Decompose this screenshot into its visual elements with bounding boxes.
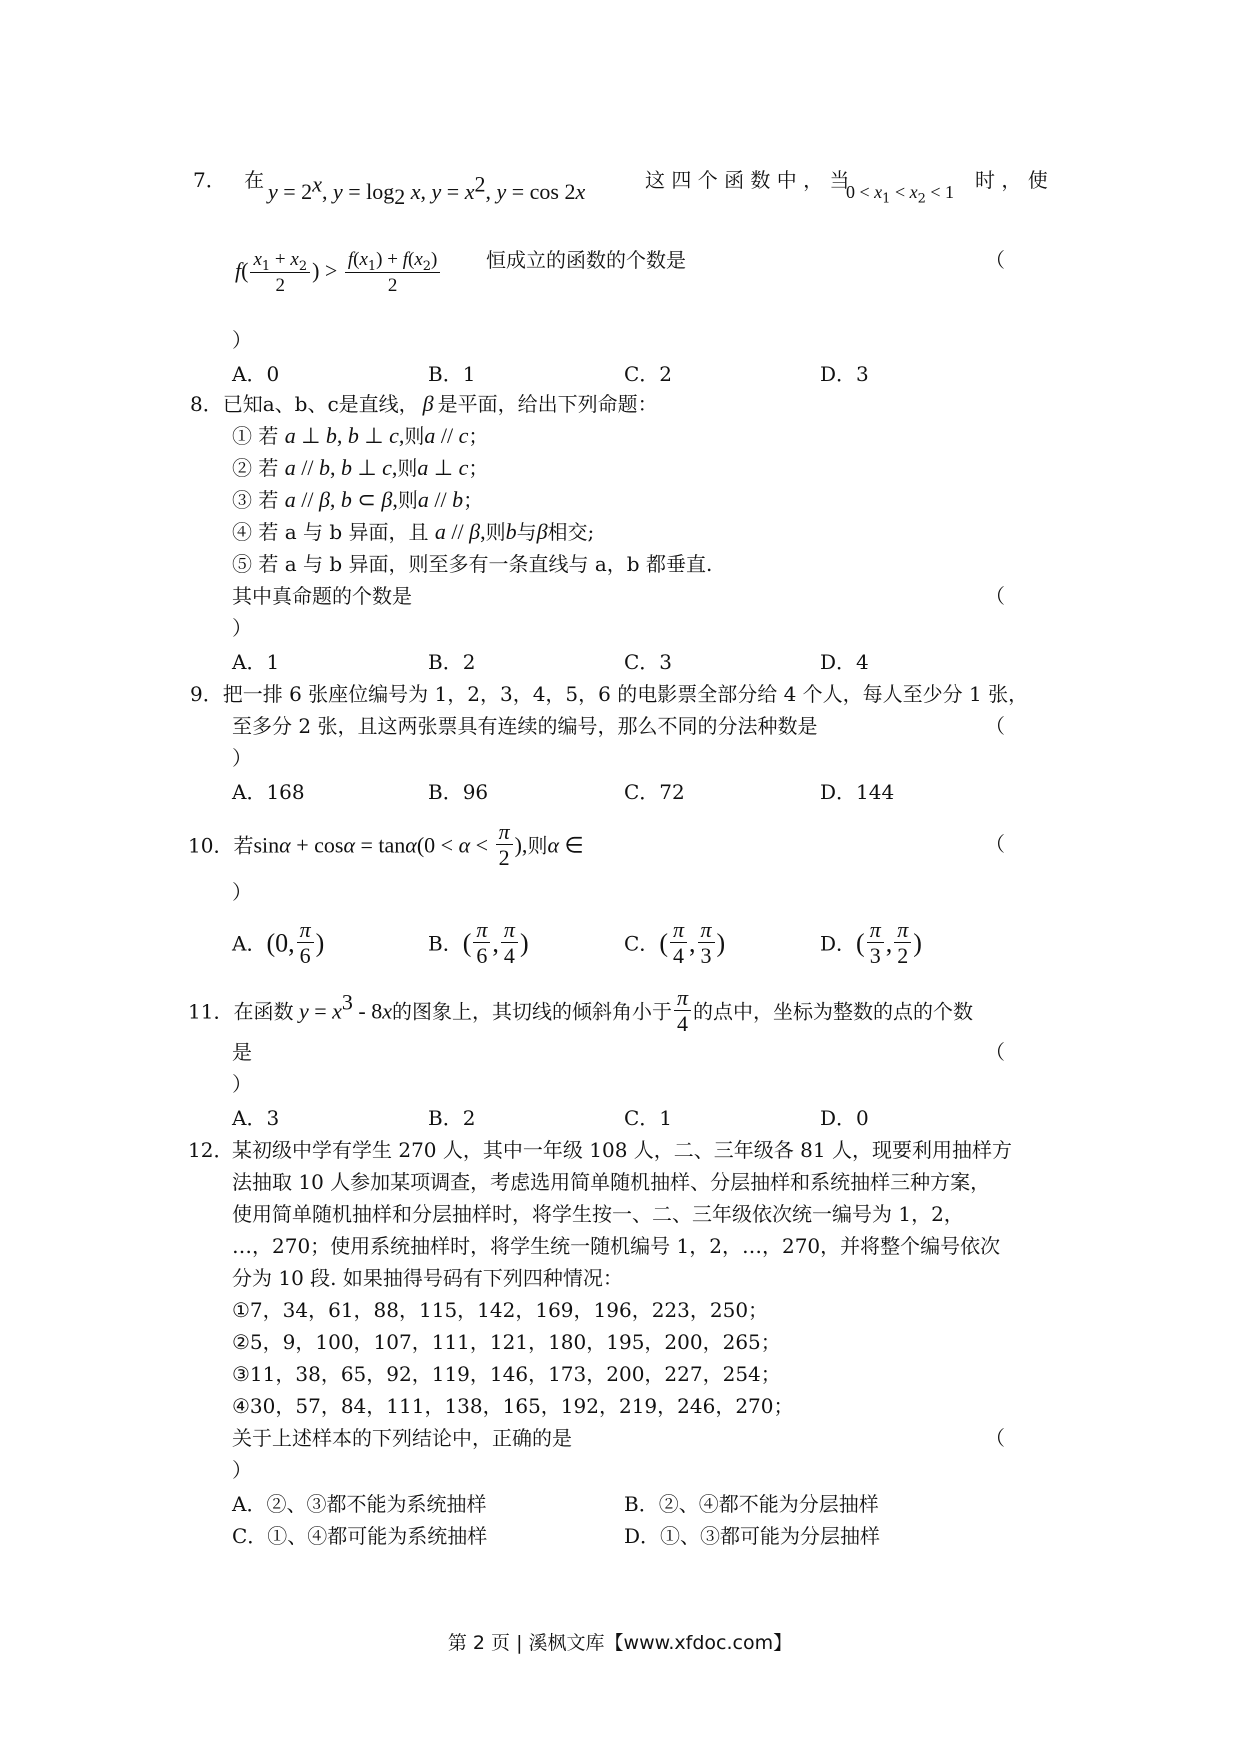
- q9-option-b: B．96: [428, 780, 489, 804]
- q8-paren-open: （: [985, 584, 1005, 608]
- page-footer: 第 2 页 | 溪枫文库【www.xfdoc.com】: [447, 1632, 793, 1654]
- q8-prop-2: ② 若 a // b, b ⊥ c,则a ⊥ c；: [232, 455, 489, 480]
- q12-line-4: …，270；使用系统抽样时，将学生统一随机编号 1，2，…，270，并将整个编号依次: [232, 1234, 1001, 1258]
- q11-option-c: C．1: [624, 1106, 673, 1130]
- q7-text-zai: 在: [244, 168, 265, 192]
- q11-option-a: A．3: [232, 1106, 280, 1130]
- q7-option-b: B．1: [428, 362, 476, 386]
- q11-paren-open: （: [985, 1040, 1005, 1064]
- q12-option-d: D．①、③都可能为分层抽样: [624, 1524, 881, 1548]
- q12-sample-3: ③11，38，65，92，119，146，173，200，227，254；: [232, 1362, 781, 1386]
- q12-sample-1: ①7，34，61，88，115，142，169，196，223，250；: [232, 1298, 769, 1322]
- q7-functions-formula: $y = 2^x$, $y = \log_2 x$, $y = x^2$, y = cos 2x: [268, 171, 586, 209]
- q10-paren-open: （: [985, 832, 1005, 856]
- q11-option-b: B．2: [428, 1106, 476, 1130]
- q10-stem: 10．若sinα + cosα = tanα(0 < α < $\frac{\pi}{2}$ ),则α ∈: [188, 819, 584, 870]
- q7-paren-close: ）: [232, 328, 252, 352]
- q8-option-d: D．4: [820, 650, 869, 674]
- q9-line2: 至多分 2 张，且这两张票具有连续的编号，那么不同的分法种数是: [232, 714, 818, 738]
- q8-prop-4: ④ 若 a 与 b 异面，且 a // β,则b与β相交;: [232, 519, 595, 544]
- q8-prop-1: ① 若 a ⊥ b, b ⊥ c,则a // c；: [232, 423, 489, 448]
- q10-number: 10．: [188, 833, 234, 858]
- q12-line-5: 分为 10 段. 如果抽得号码有下列四种情况：: [232, 1266, 623, 1290]
- q7-paren-open: （: [985, 248, 1005, 272]
- q11-number: 11．: [188, 999, 234, 1024]
- q12-option-a: A．②、③都不能为系统抽样: [232, 1492, 487, 1516]
- q9-option-a: A．168: [232, 780, 305, 804]
- q9-number: 9．: [190, 682, 223, 706]
- q12-line-1: 某初级中学有学生 270 人，其中一年级 108 人，二、三年级各 81 人，现要利用抽样方: [232, 1138, 1012, 1162]
- q12-line-2: 法抽取 10 人参加某项调查，考虑选用简单随机抽样、分层抽样和系统抽样三种方案，: [232, 1170, 991, 1194]
- q9-line1: 9．把一排 6 张座位编号为 1，2，3，4，5，6 的电影票全部分给 4 个人，每人至少分 1 张，: [190, 682, 1029, 706]
- q7-line1: [193, 168, 264, 192]
- q10-paren-close: ）: [232, 880, 252, 904]
- q11-line2: 是: [232, 1040, 252, 1064]
- q8-paren-close: ）: [232, 616, 252, 640]
- q8-option-a: A．1: [232, 650, 280, 674]
- q8-stem: 8．已知a、b、c是直线， β 是平面，给出下列命题：: [190, 391, 658, 416]
- q7-inequality-formula: f( $\frac{x_1 + x_2}{2}$ ) > $\frac{f(x_1) + f(x_2)}{2}$: [235, 246, 442, 299]
- q10-option-a: A．(0, $\frac{\pi}{6}$ ): [232, 917, 325, 968]
- q8-option-c: C．3: [624, 650, 673, 674]
- q9-option-c: C．72: [624, 780, 685, 804]
- q8-question-text: 其中真命题的个数是: [232, 584, 412, 608]
- q8-prop-5: ⑤ 若 a 与 b 异面，则至多有一条直线与 a，b 都垂直.: [232, 552, 713, 576]
- q7-number: 7．: [193, 168, 226, 192]
- q12-option-c: C．①、④都可能为系统抽样: [232, 1524, 488, 1548]
- q7-option-a: A．0: [232, 362, 280, 386]
- q12-sample-4: ④30，57，84，111，138，165，192，219，246，270；: [232, 1394, 794, 1418]
- q8-prop-3: ③ 若 a // β, b ⊂ β,则a // b；: [232, 487, 484, 512]
- q12-paren-close: ）: [232, 1458, 252, 1482]
- q12-line-3: 使用简单随机抽样和分层抽样时，将学生按一、二、三年级依次统一编号为 1，2，: [232, 1202, 964, 1226]
- q7-question-text: 恒成立的函数的个数是: [486, 248, 686, 272]
- q9-option-d: D．144: [820, 780, 895, 804]
- q8-number: 8．: [190, 392, 223, 416]
- q10-option-c: C．( $\frac{\pi}{4}$ , $\frac{\pi}{3}$ ): [624, 917, 726, 968]
- q12-question-text: 关于上述样本的下列结论中，正确的是: [232, 1426, 572, 1450]
- q7-condition-formula: $0 < x_1 < x_2 < 1$: [846, 182, 955, 207]
- q7-option-d: D．3: [820, 362, 869, 386]
- q9-paren-close: ）: [232, 746, 252, 770]
- q7-text-when: 时 ， 使: [975, 168, 1048, 192]
- q10-option-b: B．( $\frac{\pi}{6}$ , $\frac{\pi}{4}$ ): [428, 917, 529, 968]
- q12-option-b: B．②、④都不能为分层抽样: [624, 1492, 879, 1516]
- q10-option-d: D．( $\frac{\pi}{3}$ , $\frac{\pi}{2}$ ): [820, 917, 922, 968]
- q11-paren-close: ）: [232, 1072, 252, 1096]
- q11-stem: 11．在函数 $y = x^3 - 8x$的图象上，其切线的倾斜角小于 $\frac{\pi}{4}$ 的点中，坐标为整数的点的个数: [188, 985, 974, 1036]
- q7-option-c: C．2: [624, 362, 673, 386]
- q7-text-these-four: 这 四 个 函 数 中 ， 当: [645, 168, 850, 192]
- q12-number: 12．: [188, 1138, 234, 1162]
- q11-option-d: D．0: [820, 1106, 869, 1130]
- q8-option-b: B．2: [428, 650, 476, 674]
- q12-sample-2: ②5，9，100，107，111，121，180，195，200，265；: [232, 1330, 781, 1354]
- q9-paren-open: （: [985, 714, 1005, 738]
- q12-paren-open: （: [985, 1426, 1005, 1450]
